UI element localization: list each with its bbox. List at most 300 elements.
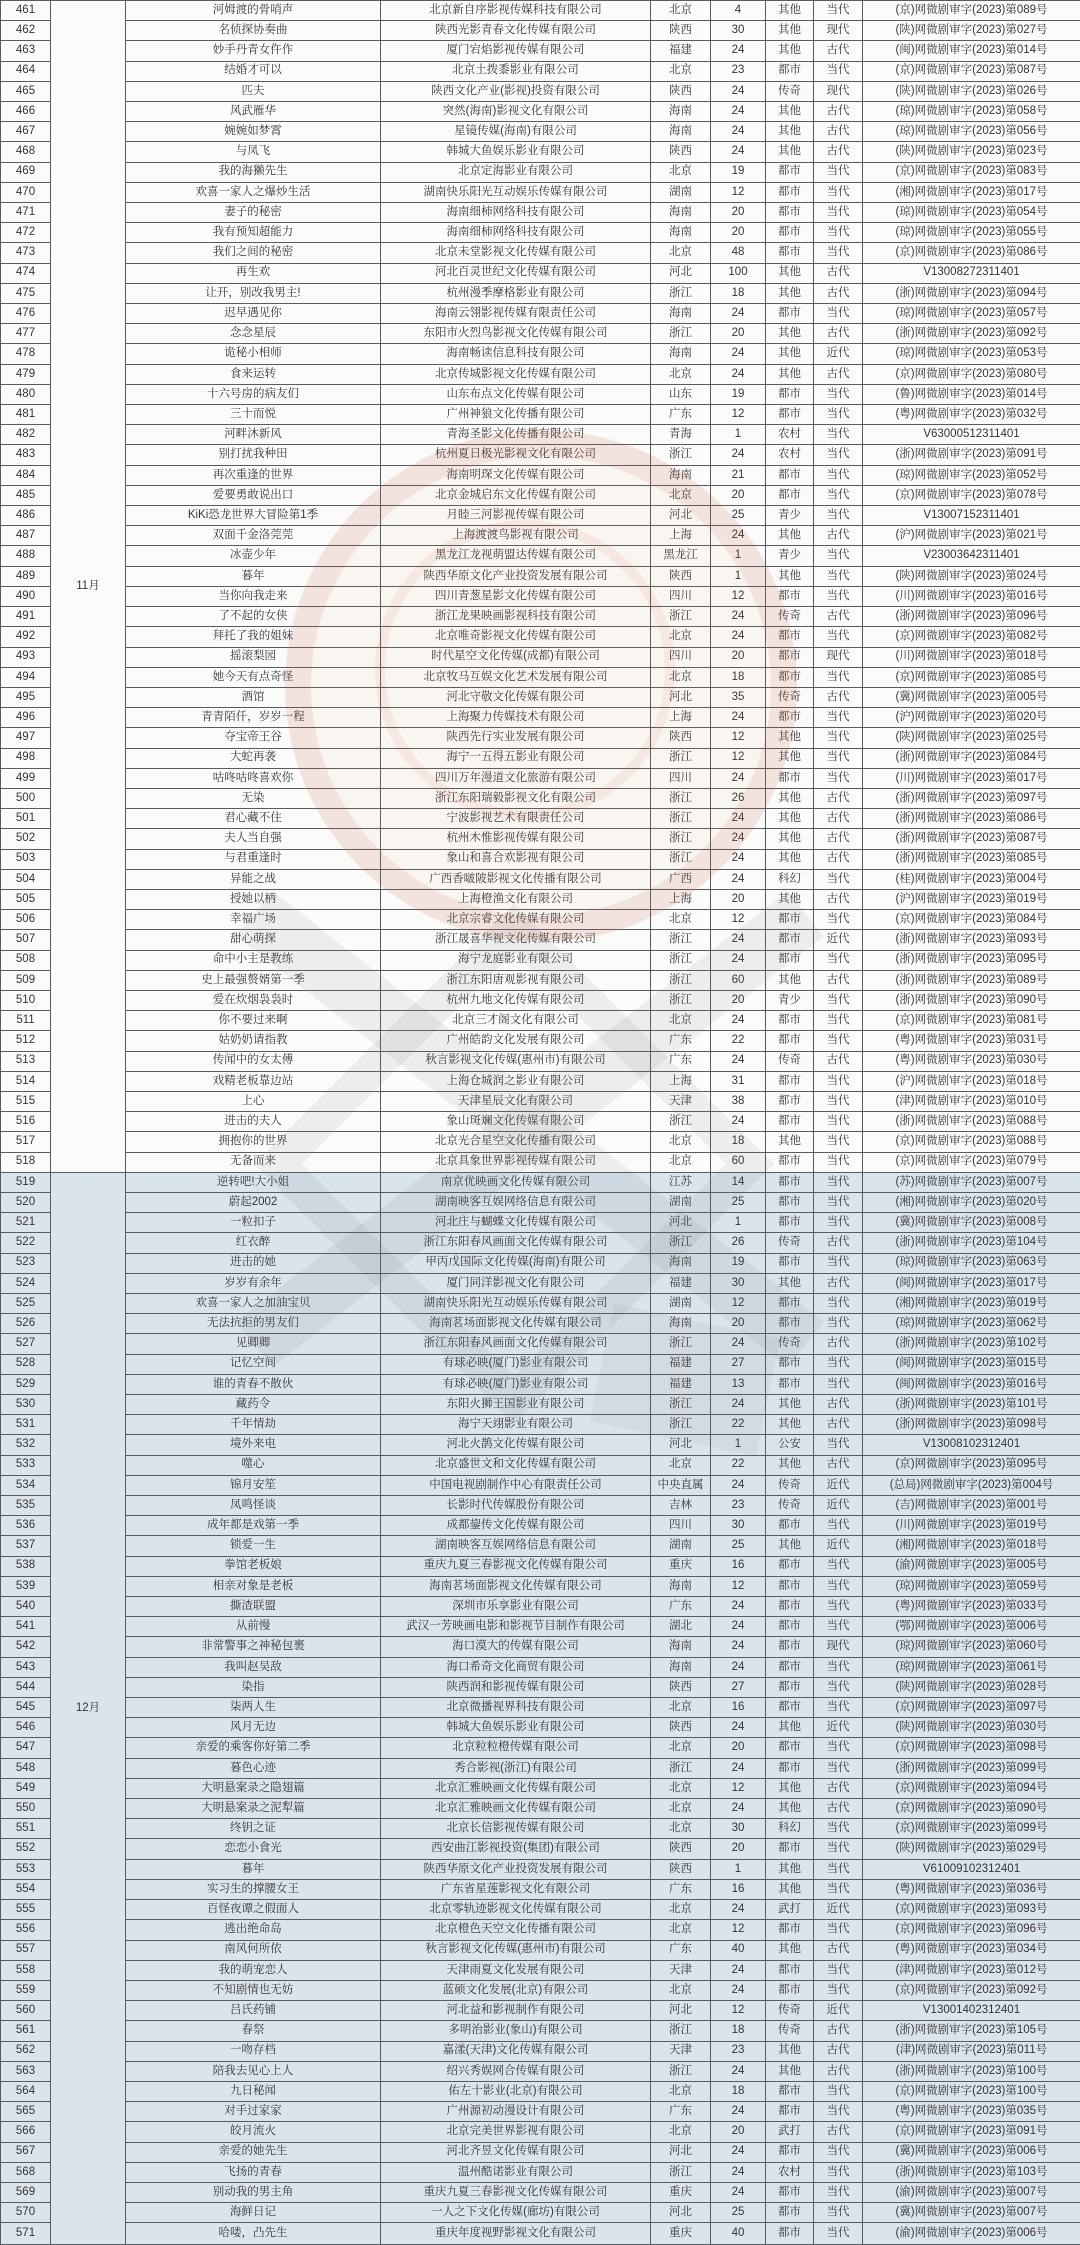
table-row [1,2041,1080,2061]
cell-province: 河北 [651,1435,711,1455]
cell-registration: (冀)网微剧审字(2023)第007号 [863,2203,1080,2223]
cell-genre: 公安 [766,1435,814,1455]
cell-province: 福建 [651,1374,711,1394]
cell-province: 浙江 [651,1112,711,1132]
table-row [1,1071,1080,1091]
cell-row-number: 530 [1,1395,51,1415]
cell-province: 海南 [651,304,711,324]
cell-drama-title: 酒馆 [126,687,381,707]
cell-drama-title: 夫人当自强 [126,829,381,849]
cell-registration: (浙)网微剧审字(2023)第085号 [863,849,1080,869]
cell-province: 上海 [651,889,711,909]
cell-drama-title: 大明悬案录之隐翅篇 [126,1778,381,1798]
cell-province: 浙江 [651,829,711,849]
cell-company: 成都鋆传文化传媒有限公司 [381,1516,651,1536]
cell-province: 浙江 [651,809,711,829]
cell-province: 北京 [651,627,711,647]
cell-row-number: 547 [1,1738,51,1758]
cell-row-number: 560 [1,2001,51,2021]
cell-era: 当代 [814,405,863,425]
cell-row-number: 507 [1,930,51,950]
cell-genre: 都市 [766,1576,814,1596]
cell-row-number: 504 [1,869,51,889]
cell-drama-title: 暮色心迹 [126,1758,381,1778]
cell-episodes: 19 [711,162,766,182]
cell-episodes: 24 [711,1597,766,1617]
cell-genre: 青少 [766,546,814,566]
cell-drama-title: 柒两人生 [126,1698,381,1718]
cell-episodes: 22 [711,1031,766,1051]
cell-registration: (闽)网微剧审字(2023)第017号 [863,1273,1080,1293]
cell-era: 当代 [814,2162,863,2182]
cell-province: 河北 [651,2203,711,2223]
cell-drama-title: 夺宝帝王谷 [126,728,381,748]
cell-drama-title: 逃出绝命岛 [126,1920,381,1940]
table-row [1,1556,1080,1576]
cell-registration: (总局)网微剧审字(2023)第004号 [863,1475,1080,1495]
cell-province: 福建 [651,1354,711,1374]
table-row [1,1011,1080,1031]
cell-registration: (冀)网微剧审字(2023)第005号 [863,687,1080,707]
cell-province: 海南 [651,122,711,142]
cell-episodes: 12 [711,1576,766,1596]
cell-episodes: 12 [711,182,766,202]
cell-genre: 都市 [766,2203,814,2223]
cell-episodes: 40 [711,2223,766,2245]
table-row [1,627,1080,647]
cell-registration: (沪)网微剧审字(2023)第020号 [863,708,1080,728]
cell-genre: 都市 [766,1698,814,1718]
cell-province: 湖南 [651,1192,711,1212]
cell-genre: 其他 [766,1879,814,1899]
cell-genre: 其他 [766,1940,814,1960]
table-row [1,829,1080,849]
cell-province: 河北 [651,506,711,526]
cell-drama-title: 风武雁华 [126,102,381,122]
table-row [1,1112,1080,1132]
cell-province: 陕西 [651,1677,711,1697]
cell-company: 星镜传媒(海南)有限公司 [381,122,651,142]
cell-episodes: 12 [711,1920,766,1940]
cell-drama-title: 结婚才可以 [126,61,381,81]
cell-genre: 其他 [766,1,814,21]
cell-registration: (粤)网微剧审字(2023)第033号 [863,1597,1080,1617]
cell-province: 黑龙江 [651,546,711,566]
table-row [1,1395,1080,1415]
cell-episodes: 24 [711,849,766,869]
table-row [1,1657,1080,1677]
cell-drama-title: 上心 [126,1091,381,1111]
cell-era: 古代 [814,970,863,990]
cell-era: 近代 [814,930,863,950]
cell-registration: (粤)网微剧审字(2023)第034号 [863,1940,1080,1960]
cell-registration: (琼)网微剧审字(2023)第052号 [863,465,1080,485]
cell-company: 北京微播视界科技有限公司 [381,1698,651,1718]
cell-row-number: 546 [1,1718,51,1738]
cell-drama-title: 摇滚梨园 [126,647,381,667]
cell-episodes: 18 [711,667,766,687]
cell-row-number: 540 [1,1597,51,1617]
cell-registration: (浙)网微剧审字(2023)第090号 [863,990,1080,1010]
cell-registration: (川)网微剧审字(2023)第018号 [863,647,1080,667]
cell-era: 古代 [814,1273,863,1293]
cell-row-number: 533 [1,1455,51,1475]
cell-company: 天津星辰文化有限公司 [381,1091,651,1111]
cell-era: 当代 [814,506,863,526]
cell-episodes: 24 [711,344,766,364]
cell-episodes: 25 [711,1536,766,1556]
cell-registration: (京)网微剧审字(2023)第078号 [863,485,1080,505]
cell-episodes: 13 [711,1374,766,1394]
cell-row-number: 527 [1,1334,51,1354]
table-row [1,1859,1080,1879]
table-row [1,647,1080,667]
cell-province: 陕西 [651,728,711,748]
cell-drama-title: 名侦探协奏曲 [126,21,381,41]
cell-genre: 传奇 [766,1496,814,1516]
cell-company: 北京未堂影视文化传媒有限公司 [381,243,651,263]
cell-row-number: 520 [1,1192,51,1212]
cell-province: 浙江 [651,849,711,869]
cell-province: 中央直属 [651,1475,711,1495]
table-row [1,283,1080,303]
cell-registration: (浙)网微剧审字(2023)第096号 [863,607,1080,627]
table-row [1,1475,1080,1495]
cell-row-number: 565 [1,2102,51,2122]
cell-era: 近代 [814,344,863,364]
cell-episodes: 12 [711,748,766,768]
cell-company: 河北齐昱文化传媒有限公司 [381,2142,651,2162]
cell-genre: 武打 [766,1900,814,1920]
cell-episodes: 18 [711,283,766,303]
cell-genre: 都市 [766,950,814,970]
cell-company: 北京新自序影视传媒科技有限公司 [381,1,651,21]
table-row [1,1172,1080,1192]
cell-province: 北京 [651,1900,711,1920]
cell-province: 上海 [651,708,711,728]
cell-province: 浙江 [651,788,711,808]
cell-era: 古代 [814,526,863,546]
cell-row-number: 502 [1,829,51,849]
cell-company: 河北守敬文化传媒有限公司 [381,687,651,707]
cell-registration: (琼)网微剧审字(2023)第060号 [863,1637,1080,1657]
cell-registration: (苏)网微剧审字(2023)第007号 [863,1172,1080,1192]
cell-registration: (琼)网微剧审字(2023)第054号 [863,203,1080,223]
cell-era: 当代 [814,1071,863,1091]
cell-row-number: 483 [1,445,51,465]
cell-company: 杭州木惟影视传媒有限公司 [381,829,651,849]
table-row [1,687,1080,707]
cell-era: 当代 [814,1960,863,1980]
cell-genre: 都市 [766,61,814,81]
cell-era: 当代 [814,1253,863,1273]
cell-registration: (浙)网微剧审字(2023)第089号 [863,970,1080,990]
cell-company: 甲丙戊国际文化传媒(海南)有限公司 [381,1253,651,1273]
cell-row-number: 541 [1,1617,51,1637]
cell-era: 当代 [814,1435,863,1455]
cell-province: 山东 [651,384,711,404]
table-row [1,1900,1080,1920]
table-row [1,142,1080,162]
cell-episodes: 24 [711,1475,766,1495]
cell-registration: (浙)网微剧审字(2023)第101号 [863,1395,1080,1415]
cell-province: 浙江 [651,445,711,465]
cell-company: 有球必映(厦门)影业有限公司 [381,1374,651,1394]
cell-genre: 其他 [766,1536,814,1556]
cell-episodes: 30 [711,1516,766,1536]
cell-row-number: 501 [1,809,51,829]
cell-row-number: 462 [1,21,51,41]
cell-episodes: 24 [711,2061,766,2081]
table-row [1,304,1080,324]
cell-era: 古代 [814,889,863,909]
cell-company: 上海仓城润之影业有限公司 [381,1071,651,1091]
table-row [1,21,1080,41]
month-cell: 11月 [51,1,126,1173]
cell-company: 韩城大鱼娱乐影业有限公司 [381,1718,651,1738]
cell-episodes: 20 [711,1738,766,1758]
table-row [1,2081,1080,2101]
cell-episodes: 35 [711,687,766,707]
cell-episodes: 16 [711,1556,766,1576]
cell-company: 四川万年漫道文化旅游有限公司 [381,768,651,788]
cell-registration: (京)网微剧审字(2023)第093号 [863,1900,1080,1920]
cell-drama-title: 诡秘小相师 [126,344,381,364]
cell-era: 古代 [814,607,863,627]
cell-row-number: 544 [1,1677,51,1697]
cell-row-number: 515 [1,1091,51,1111]
cell-drama-title: 陪我去见心上人 [126,2061,381,2081]
cell-company: 海宁天翊影业有限公司 [381,1415,651,1435]
cell-company: 北京具象世界影视传媒有限公司 [381,1152,651,1172]
cell-episodes: 24 [711,869,766,889]
cell-row-number: 486 [1,506,51,526]
cell-registration: (浙)网微剧审字(2023)第094号 [863,283,1080,303]
cell-row-number: 567 [1,2142,51,2162]
cell-province: 海南 [651,465,711,485]
cell-era: 当代 [814,1920,863,1940]
registry-table-body [1,1,1080,2245]
cell-era: 当代 [814,1819,863,1839]
cell-company: 秋言影视文化传媒(惠州市)有限公司 [381,1051,651,1071]
cell-drama-title: 无染 [126,788,381,808]
cell-episodes: 18 [711,2021,766,2041]
table-row [1,1374,1080,1394]
cell-era: 当代 [814,1980,863,2000]
cell-genre: 都市 [766,223,814,243]
cell-era: 当代 [814,1698,863,1718]
cell-era: 当代 [814,1657,863,1677]
cell-province: 上海 [651,526,711,546]
table-row [1,81,1080,101]
cell-row-number: 485 [1,485,51,505]
cell-company: 浙江东阳春风画面文化传媒有限公司 [381,1233,651,1253]
table-row [1,990,1080,1010]
table-row [1,970,1080,990]
cell-era: 近代 [814,2001,863,2021]
cell-drama-title: KiKi恐龙世界大冒险第1季 [126,506,381,526]
cell-episodes: 24 [711,627,766,647]
cell-genre: 都市 [766,586,814,606]
cell-row-number: 571 [1,2223,51,2245]
cell-genre: 其他 [766,1778,814,1798]
cell-drama-title: 对手过家家 [126,2102,381,2122]
cell-genre: 其他 [766,283,814,303]
cell-episodes: 24 [711,1334,766,1354]
cell-drama-title: 暮年 [126,566,381,586]
cell-episodes: 20 [711,223,766,243]
cell-company: 厦门同洋影视文化有限公司 [381,1273,651,1293]
cell-province: 海南 [651,1576,711,1596]
table-row [1,2182,1080,2202]
cell-era: 当代 [814,1758,863,1778]
cell-row-number: 552 [1,1839,51,1859]
cell-episodes: 23 [711,1496,766,1516]
cell-row-number: 477 [1,324,51,344]
cell-row-number: 510 [1,990,51,1010]
cell-company: 青海圣影文化传播有限公司 [381,425,651,445]
cell-era: 当代 [814,2081,863,2101]
cell-era: 当代 [814,546,863,566]
cell-era: 古代 [814,283,863,303]
cell-province: 北京 [651,1980,711,2000]
cell-drama-title: 我的萌宠恋人 [126,1960,381,1980]
cell-row-number: 543 [1,1657,51,1677]
cell-registration: (京)网微剧审字(2023)第087号 [863,61,1080,81]
cell-company: 宁波影视艺术有限责任公司 [381,809,651,829]
cell-registration: (粤)网微剧审字(2023)第031号 [863,1031,1080,1051]
cell-era: 当代 [814,2142,863,2162]
table-row [1,1536,1080,1556]
cell-era: 古代 [814,809,863,829]
cell-era: 古代 [814,1233,863,1253]
cell-company: 秀合影视(浙江)有限公司 [381,1758,651,1778]
cell-drama-title: 妙手丹青女仵作 [126,41,381,61]
cell-genre: 其他 [766,809,814,829]
cell-drama-title: 再生欢 [126,263,381,283]
cell-registration: V61009102312401 [863,1859,1080,1879]
table-row [1,1091,1080,1111]
cell-episodes: 24 [711,102,766,122]
cell-episodes: 24 [711,950,766,970]
cell-drama-title: 食来运转 [126,364,381,384]
cell-company: 陕西润和影视传媒有限公司 [381,1677,651,1697]
cell-registration: (京)网微剧审字(2023)第085号 [863,667,1080,687]
table-row [1,1213,1080,1233]
cell-era: 当代 [814,1374,863,1394]
cell-row-number: 519 [1,1172,51,1192]
cell-drama-title: 拥抱你的世界 [126,1132,381,1152]
cell-drama-title: 拳馆老板娘 [126,1556,381,1576]
cell-row-number: 518 [1,1152,51,1172]
cell-episodes: 24 [711,2142,766,2162]
cell-genre: 都市 [766,384,814,404]
cell-episodes: 24 [711,1960,766,1980]
cell-era: 古代 [814,788,863,808]
cell-row-number: 474 [1,263,51,283]
cell-province: 北京 [651,364,711,384]
cell-company: 海南细柿网络科技有限公司 [381,223,651,243]
cell-province: 四川 [651,1516,711,1536]
cell-province: 四川 [651,586,711,606]
cell-episodes: 31 [711,1071,766,1091]
cell-drama-title: 红衣醉 [126,1233,381,1253]
cell-genre: 其他 [766,324,814,344]
cell-row-number: 526 [1,1314,51,1334]
cell-province: 浙江 [651,748,711,768]
cell-drama-title: 锁爱一生 [126,1536,381,1556]
cell-episodes: 20 [711,889,766,909]
cell-genre: 其他 [766,1859,814,1879]
cell-company: 北京定海影业有限公司 [381,162,651,182]
cell-genre: 传奇 [766,2001,814,2021]
cell-era: 当代 [814,1192,863,1212]
cell-era: 古代 [814,2021,863,2041]
cell-registration: (京)网微剧审字(2023)第095号 [863,1455,1080,1475]
cell-episodes: 24 [711,364,766,384]
cell-genre: 都市 [766,768,814,788]
cell-row-number: 523 [1,1253,51,1273]
cell-row-number: 494 [1,667,51,687]
cell-row-number: 506 [1,910,51,930]
cell-drama-title: 风月无边 [126,1718,381,1738]
cell-drama-title: 别打扰我种田 [126,445,381,465]
cell-genre: 其他 [766,829,814,849]
cell-era: 当代 [814,384,863,404]
cell-episodes: 19 [711,384,766,404]
cell-registration: (琼)网微剧审字(2023)第059号 [863,1576,1080,1596]
cell-era: 当代 [814,182,863,202]
cell-province: 北京 [651,162,711,182]
cell-genre: 都市 [766,485,814,505]
cell-era: 当代 [814,1314,863,1334]
cell-company: 四川青葱星影文化传媒有限公司 [381,586,651,606]
cell-drama-title: 千年情劫 [126,1415,381,1435]
cell-company: 有球必映(厦门)影业有限公司 [381,1354,651,1374]
cell-registration: (津)网微剧审字(2023)第011号 [863,2041,1080,2061]
cell-row-number: 522 [1,1233,51,1253]
cell-company: 海口漠大的传媒有限公司 [381,1637,651,1657]
cell-genre: 都市 [766,2142,814,2162]
table-row [1,1698,1080,1718]
cell-genre: 其他 [766,364,814,384]
table-row [1,1799,1080,1819]
table-row [1,485,1080,505]
cell-genre: 传奇 [766,1334,814,1354]
table-row [1,506,1080,526]
cell-province: 浙江 [651,2162,711,2182]
cell-registration: V23003642311401 [863,546,1080,566]
cell-era: 当代 [814,566,863,586]
cell-episodes: 24 [711,2162,766,2182]
cell-company: 长影时代传媒股份有限公司 [381,1496,651,1516]
table-row [1,1051,1080,1071]
cell-company: 杭州九地文化传媒有限公司 [381,990,651,1010]
cell-province: 浙江 [651,970,711,990]
cell-province: 河北 [651,687,711,707]
cell-registration: (浙)网微剧审字(2023)第102号 [863,1334,1080,1354]
cell-episodes: 24 [711,2102,766,2122]
cell-drama-title: 成年都是戏第一季 [126,1516,381,1536]
cell-registration: (鲁)网微剧审字(2023)第014号 [863,384,1080,404]
cell-company: 广西香啵陂影视文化传播有限公司 [381,869,651,889]
cell-registration: (京)网微剧审字(2023)第096号 [863,1920,1080,1940]
cell-registration: (浙)网微剧审字(2023)第098号 [863,1415,1080,1435]
cell-episodes: 24 [711,142,766,162]
cell-registration: (浙)网微剧审字(2023)第103号 [863,2162,1080,2182]
cell-genre: 都市 [766,203,814,223]
cell-era: 当代 [814,203,863,223]
